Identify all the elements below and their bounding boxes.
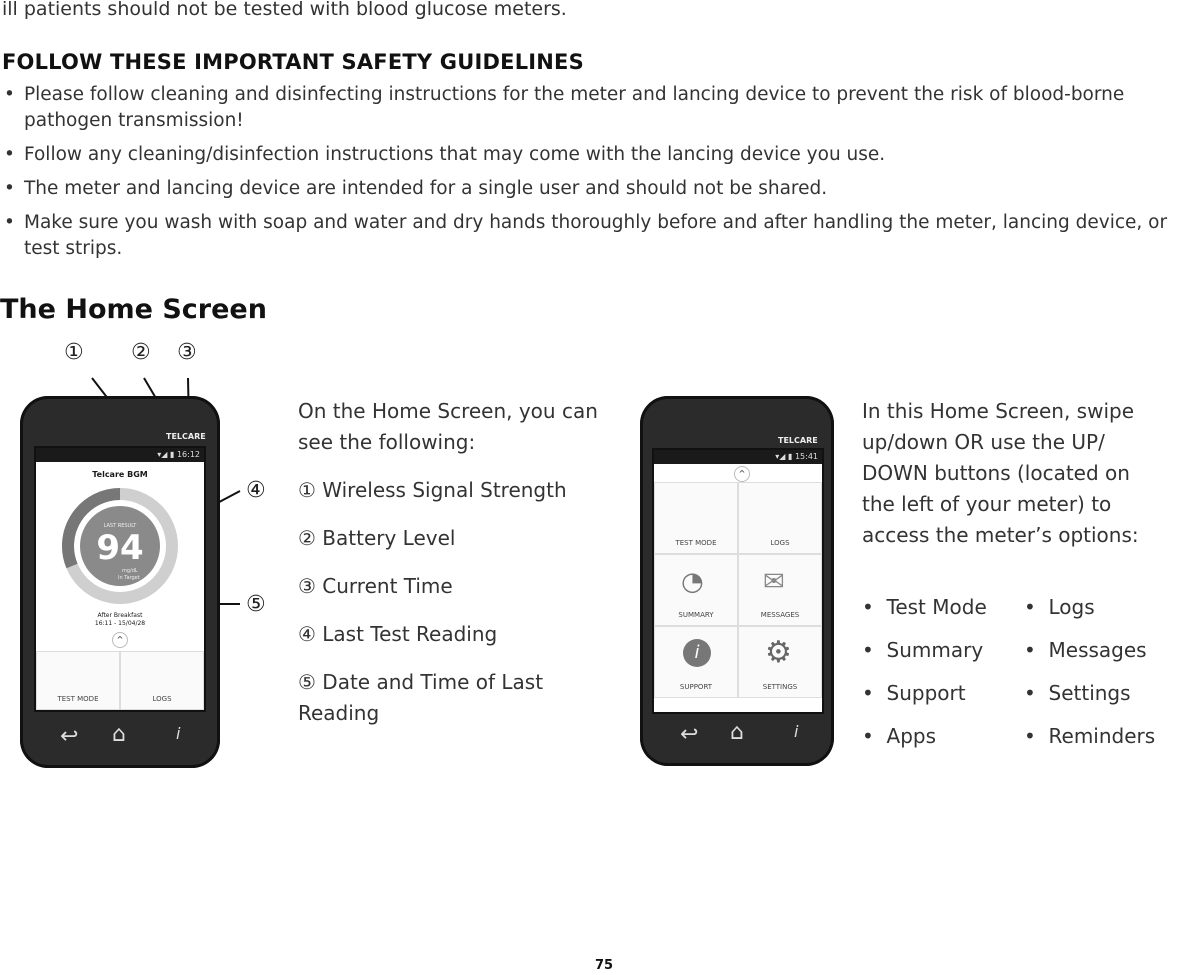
- callout-number-1: ①: [64, 340, 84, 365]
- callout-number-5: ⑤: [246, 592, 266, 617]
- tile-support[interactable]: [654, 626, 738, 698]
- envelope-icon: ✉: [763, 567, 785, 597]
- signal-icon: ▾◢ ▮: [775, 452, 795, 461]
- signal-icon: ▾◢ ▮: [157, 450, 177, 459]
- guideline-item: • The meter and lancing device are intended for a single user and should not be shared.: [2, 176, 1174, 202]
- reading-unit: mg/dL: [122, 568, 138, 574]
- menu-instructions: In this Home Screen, swipe up/down OR use the UP/ DOWN buttons (located on the left of your meter) to access the meter’s options:: [862, 399, 1139, 547]
- gear-icon: ⚙: [765, 635, 792, 670]
- tile-label: LOGS: [770, 539, 790, 547]
- brand-logo: TELCARE: [778, 436, 818, 445]
- tile-label: MESSAGES: [760, 611, 800, 619]
- phone-screen: [34, 446, 206, 712]
- feature-item: ② Battery Level: [298, 526, 456, 550]
- info-circle-icon: i: [683, 639, 711, 667]
- clock: 16:12: [176, 450, 200, 459]
- guideline-item: • Please follow cleaning and disinfecting instructions for the meter and lancing device to prevent the risk of blood-borne pathogen transmission!: [2, 82, 1174, 134]
- status-text: In Target: [118, 575, 140, 581]
- option-item: • Reminders: [1024, 724, 1156, 748]
- options-left: [862, 595, 987, 767]
- clock: 15:41: [794, 452, 818, 461]
- features-list: [298, 475, 588, 746]
- page-number: 75: [595, 958, 614, 973]
- option-item: • Logs: [1024, 595, 1095, 619]
- options-right: [1024, 595, 1155, 767]
- feature-item: ④ Last Test Reading: [298, 622, 498, 646]
- last-result-label: LAST RESULT: [103, 523, 137, 529]
- tile-logs[interactable]: [738, 482, 822, 554]
- tile-settings[interactable]: [738, 626, 822, 698]
- feature-item: ③ Current Time: [298, 574, 453, 598]
- back-icon[interactable]: ↩: [60, 724, 79, 749]
- section-title: The Home Screen: [0, 294, 267, 325]
- feature-item: ⑤ Date and Time of Last Reading: [298, 670, 544, 725]
- guideline-item: • Make sure you wash with soap and water and dry hands thoroughly before and after handling the meter, lancing device, or test strips.: [2, 210, 1174, 262]
- callout-number-4: ④: [246, 478, 266, 503]
- tile-label: LOGS: [152, 695, 172, 703]
- info-icon[interactable]: i: [794, 722, 799, 741]
- app-title: Telcare BGM: [92, 470, 148, 479]
- home-icon[interactable]: ⌂: [730, 720, 744, 745]
- tile-test-mode[interactable]: [654, 482, 738, 554]
- tile-label: SUPPORT: [679, 683, 713, 691]
- info-icon[interactable]: i: [176, 724, 181, 743]
- status-bar: [654, 450, 822, 464]
- reading-datetime: 16:11 - 15/04/28: [94, 620, 146, 627]
- feature-item: ① Wireless Signal Strength: [298, 478, 567, 502]
- option-item: • Summary: [862, 638, 984, 662]
- back-icon[interactable]: ↩: [680, 722, 699, 747]
- tile-test-mode[interactable]: [36, 651, 120, 710]
- tile-label: SETTINGS: [762, 683, 798, 691]
- phone-screen: [652, 448, 824, 714]
- phone-home-screen: [20, 396, 220, 768]
- guidelines-heading: FOLLOW THESE IMPORTANT SAFETY GUIDELINES: [2, 50, 584, 74]
- top-text: ill patients should not be tested with blood glucose meters.: [2, 0, 567, 20]
- callout-number-2: ②: [131, 340, 151, 365]
- option-item: • Test Mode: [862, 595, 987, 619]
- callout-number-3: ③: [177, 340, 197, 365]
- option-item: • Apps: [862, 724, 937, 748]
- tile-summary[interactable]: [654, 554, 738, 626]
- option-item: • Messages: [1024, 638, 1147, 662]
- brand-logo: TELCARE: [166, 432, 206, 441]
- status-bar: [36, 448, 204, 462]
- option-item: • Settings: [1024, 681, 1131, 705]
- option-item: • Support: [862, 681, 966, 705]
- scroll-up-button[interactable]: ^: [734, 466, 750, 482]
- home-intro: On the Home Screen, you can see the following:: [298, 399, 598, 454]
- home-icon[interactable]: ⌂: [112, 722, 126, 747]
- scroll-up-button[interactable]: ^: [112, 632, 128, 648]
- tile-logs[interactable]: [120, 651, 204, 710]
- summary-icon: ◔: [681, 567, 704, 597]
- reading-value: 94: [96, 528, 144, 568]
- tile-label: TEST MODE: [675, 539, 717, 547]
- phone-menu-screen: [640, 396, 834, 766]
- tile-label: TEST MODE: [57, 695, 99, 703]
- tile-label: SUMMARY: [678, 611, 714, 619]
- guideline-item: • Follow any cleaning/disinfection instructions that may come with the lancing device you use.: [2, 142, 1174, 168]
- meal-label: After Breakfast: [97, 612, 143, 619]
- tile-messages[interactable]: [738, 554, 822, 626]
